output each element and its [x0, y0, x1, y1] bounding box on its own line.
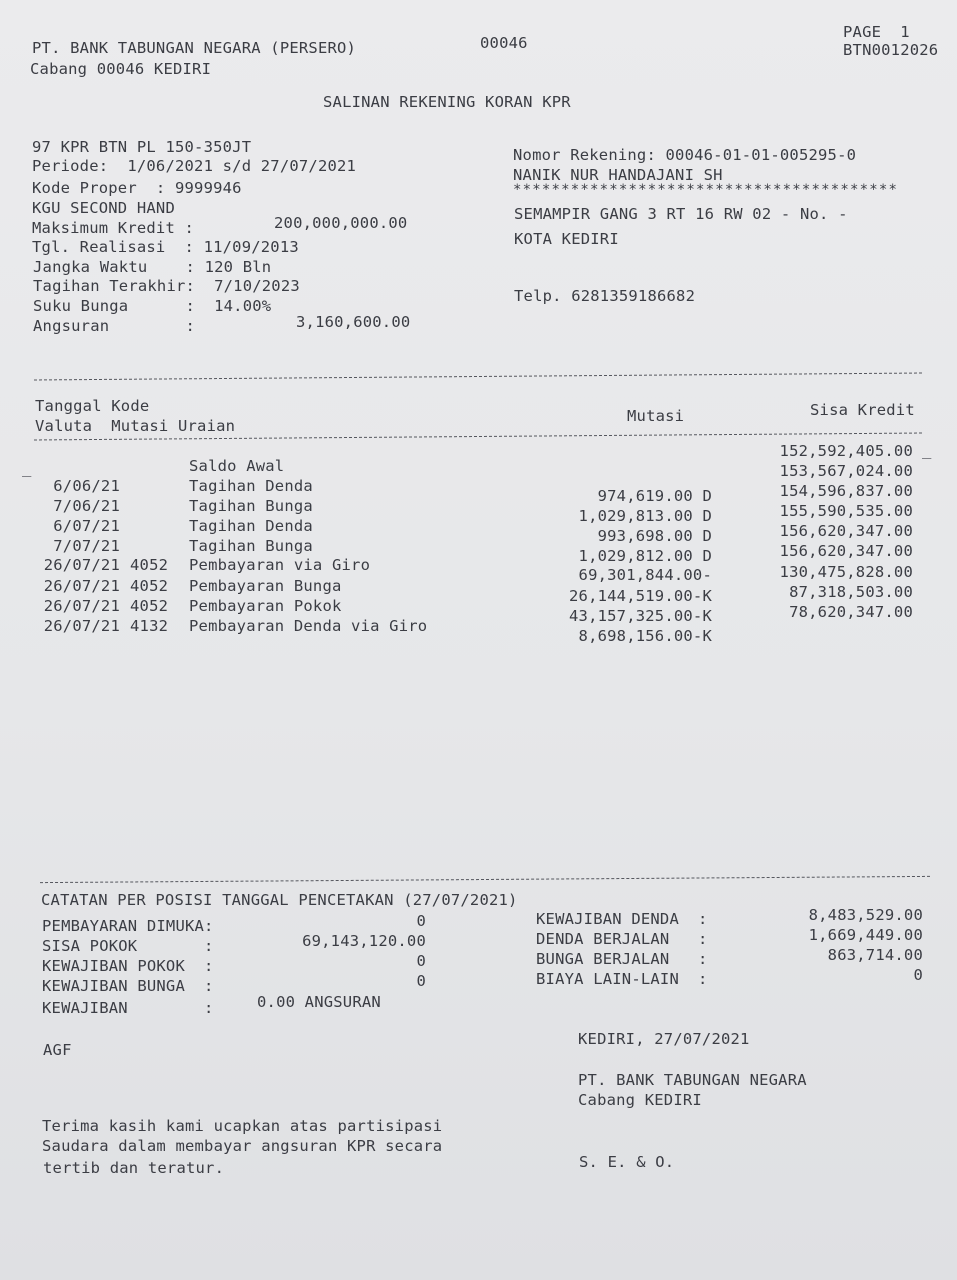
branch-code: 00046 [480, 34, 528, 52]
balance-dash-mark: _ [922, 441, 932, 459]
seo-note: S. E. & O. [579, 1153, 675, 1171]
customer-phone: Telp. 6281359186682 [514, 287, 696, 305]
operator-code: AGF [43, 1041, 72, 1059]
place-date: KEDIRI, 27/07/2021 [578, 1030, 750, 1048]
angsuran-label: Angsuran : [33, 317, 196, 335]
row-sisa-kredit: 87,318,503.00 [789, 583, 913, 601]
row-mutasi: 26,144,519.00-K [569, 587, 712, 605]
summary-left-label: KEWAJIBAN : [42, 999, 214, 1017]
row-date: 7/06/21 [53, 497, 120, 515]
row-date: 26/07/21 [43, 597, 120, 615]
row-sisa-kredit: 156,620,347.00 [779, 542, 913, 560]
summary-right-value: 0 [913, 966, 923, 984]
customer-address: SEMAMPIR GANG 3 RT 16 RW 02 - No. - [514, 205, 848, 223]
summary-left-value: 0.00 ANGSURAN [257, 993, 381, 1011]
opening-balance: 152,592,405.00 [779, 442, 913, 460]
row-sisa-kredit: 130,475,828.00 [779, 563, 913, 581]
account-number: Nomor Rekening: 00046-01-01-005295-0 [513, 146, 857, 164]
thanks-line-1: Terima kasih kami ucapkan atas partisipasi [42, 1117, 443, 1135]
row-mutasi: 8,698,156.00-K [578, 627, 712, 645]
row-sisa-kredit: 155,590,535.00 [779, 502, 913, 520]
row-sisa-kredit: 154,596,837.00 [779, 482, 913, 500]
row-description: Tagihan Bunga [189, 497, 313, 515]
summary-left-value: 69,143,120.00 [302, 932, 426, 950]
customer-name: NANIK NUR HANDAJANI SH [513, 166, 723, 184]
summary-left-value: 0 [416, 912, 426, 930]
customer-city: KOTA KEDIRI [514, 230, 619, 248]
row-code: 4132 [130, 617, 169, 635]
signature-bank: PT. BANK TABUNGAN NEGARA [578, 1071, 807, 1089]
row-date: 26/07/21 [43, 617, 120, 635]
summary-left-label: KEWAJIBAN POKOK : [42, 957, 214, 975]
summary-right-value: 863,714.00 [827, 946, 923, 964]
summary-right-label: BUNGA BERJALAN : [536, 950, 708, 968]
row-description: Pembayaran via Giro [189, 556, 371, 574]
col-mutasi: Mutasi [627, 407, 685, 425]
col-valuta-mutasi-uraian: Valuta Mutasi Uraian [35, 417, 236, 435]
col-sisa-kredit: Sisa Kredit [810, 401, 915, 419]
row-description: Pembayaran Denda via Giro [189, 617, 428, 635]
summary-left-value: 0 [416, 952, 426, 970]
divider-summary [40, 876, 930, 883]
row-sisa-kredit: 156,620,347.00 [779, 522, 913, 540]
page-number: PAGE 1 [843, 23, 910, 41]
summary-right-label: DENDA BERJALAN : [536, 930, 708, 948]
row-mutasi: 1,029,812.00 D [578, 547, 712, 565]
row-date: 6/06/21 [53, 477, 120, 495]
branch-name: Cabang 00046 KEDIRI [30, 60, 212, 78]
doc-code: BTN0012026 [843, 41, 939, 59]
summary-left-label: SISA POKOK : [42, 937, 214, 955]
col-tanggal-kode: Tanggal Kode [35, 397, 150, 415]
bank-name: PT. BANK TABUNGAN NEGARA (PERSERO) [32, 39, 357, 57]
summary-right-label: KEWAJIBAN DENDA : [536, 910, 708, 928]
tgl-realisasi: Tgl. Realisasi : 11/09/2013 [32, 238, 299, 256]
document-title: SALINAN REKENING KORAN KPR [323, 93, 571, 111]
thanks-line-3: tertib dan teratur. [43, 1159, 225, 1177]
row-mutasi: 1,029,813.00 D [578, 507, 712, 525]
row-code: 4052 [130, 556, 169, 574]
row-mutasi: 993,698.00 D [597, 527, 712, 545]
summary-right-value: 1,669,449.00 [808, 926, 923, 944]
summary-heading: CATATAN PER POSISI TANGGAL PENCETAKAN (27/07/2021) [41, 891, 518, 909]
thanks-line-2: Saudara dalam membayar angsuran KPR secara [42, 1137, 443, 1155]
tagihan-terakhir: Tagihan Terakhir: 7/10/2023 [33, 277, 300, 295]
masked-line: **************************************** [513, 182, 899, 198]
summary-left-label: KEWAJIBAN BUNGA : [42, 977, 214, 995]
row-date: 26/07/21 [43, 577, 120, 595]
loan-product: 97 KPR BTN PL 150-350JT [32, 138, 252, 156]
maks-kredit-label: Maksimum Kredit : [32, 219, 195, 237]
row-sisa-kredit: 78,620,347.00 [789, 603, 913, 621]
row-date: 26/07/21 [43, 556, 120, 574]
signature-branch: Cabang KEDIRI [578, 1091, 702, 1109]
row-mutasi: 43,157,325.00-K [569, 607, 712, 625]
row-mutasi: 974,619.00 D [597, 487, 712, 505]
summary-right-label: BIAYA LAIN-LAIN : [536, 970, 708, 988]
summary-left-label: PEMBAYARAN DIMUKA: [42, 917, 214, 935]
row-description: Tagihan Denda [189, 517, 313, 535]
row-description: Saldo Awal [189, 457, 285, 475]
row-date: 6/07/21 [53, 517, 120, 535]
summary-right-value: 8,483,529.00 [808, 906, 923, 924]
maks-kredit-value: 200,000,000.00 [274, 214, 408, 232]
suku-bunga: Suku Bunga : 14.00% [33, 297, 272, 315]
row-code: 4052 [130, 597, 169, 615]
row-description: Tagihan Denda [189, 477, 313, 495]
summary-left-value: 0 [416, 972, 426, 990]
divider-top [34, 373, 922, 381]
row-date: 7/07/21 [53, 537, 120, 555]
row-description: Pembayaran Bunga [189, 577, 342, 595]
loan-period: Periode: 1/06/2021 s/d 27/07/2021 [32, 157, 357, 175]
loan-type: KGU SECOND HAND [32, 199, 175, 217]
row-code: 4052 [130, 577, 169, 595]
row-mutasi: 69,301,844.00- [578, 566, 712, 584]
jangka-waktu: Jangka Waktu : 120 Bln [33, 258, 272, 276]
row-dash-mark: _ [22, 459, 32, 477]
angsuran-value: 3,160,600.00 [296, 313, 411, 331]
row-sisa-kredit: 153,567,024.00 [779, 462, 913, 480]
kode-proper: Kode Proper : 9999946 [32, 179, 242, 197]
row-description: Tagihan Bunga [189, 537, 313, 555]
row-description: Pembayaran Pokok [189, 597, 342, 615]
